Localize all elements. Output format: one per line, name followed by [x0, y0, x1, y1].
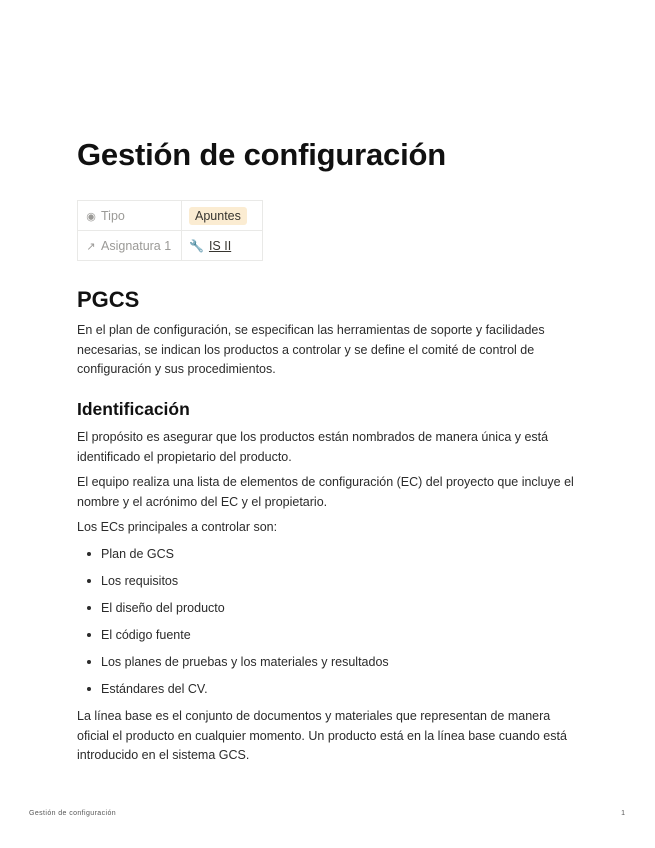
heading-identificacion: Identificación — [77, 399, 190, 419]
tag-apuntes[interactable]: Apuntes — [189, 207, 247, 225]
relation-arrow-icon: ↗ — [86, 240, 96, 253]
paragraph-equipo: El equipo realiza una lista de elementos de configuración (EC) del proyecto que incluye el nombre y el acrónimo del EC y el propietario. — [77, 475, 574, 509]
heading-pgcs: PGCS — [77, 287, 140, 312]
property-row-asignatura — [78, 231, 263, 261]
list-item: El diseño del producto — [77, 599, 389, 626]
property-key-asignatura — [78, 231, 182, 261]
properties-table — [77, 200, 263, 261]
list-item: El código fuente — [77, 626, 389, 653]
property-key-label: Tipo — [101, 208, 125, 223]
list-item: Plan de GCS — [77, 545, 389, 572]
ec-list — [77, 545, 389, 707]
list-item: Estándares del CV. — [77, 680, 389, 707]
property-value-asignatura[interactable] — [182, 231, 263, 261]
paragraph-linea-base: La línea base es el conjunto de documentos y materiales que representan de manera oficial el producto en cualquier momento. Un producto está en la línea base cuando está introducido en el sistema GCS. — [77, 709, 567, 762]
paragraph-ecs-intro: Los ECs principales a controlar son: — [77, 520, 278, 534]
list-item: Los requisitos — [77, 572, 389, 599]
property-key-label: Asignatura 1 — [101, 238, 172, 253]
property-row-tipo — [78, 201, 263, 231]
wrench-icon: 🔧 — [189, 238, 204, 253]
tipo-icon: ◉ — [86, 210, 96, 223]
footer-page-number: 1 — [621, 810, 625, 817]
footer-document-title: Gestión de configuración — [29, 810, 117, 817]
list-item: Los planes de pruebas y los materiales y resultados — [77, 653, 389, 680]
property-key-tipo — [78, 201, 182, 231]
paragraph-pgcs: En el plan de configuración, se especifican las herramientas de soporte y facilidades necesarias, se indican los productos a controlar y se define el comité de control de configuración y sus procedimientos. — [77, 323, 545, 376]
property-value-tipo[interactable] — [182, 201, 263, 231]
paragraph-proposito: El propósito es asegurar que los productos están nombrados de manera única y está identificado el propietario del producto. — [77, 430, 549, 464]
asignatura-link[interactable]: IS II — [208, 238, 232, 253]
page-title: Gestión de configuración — [77, 137, 446, 172]
